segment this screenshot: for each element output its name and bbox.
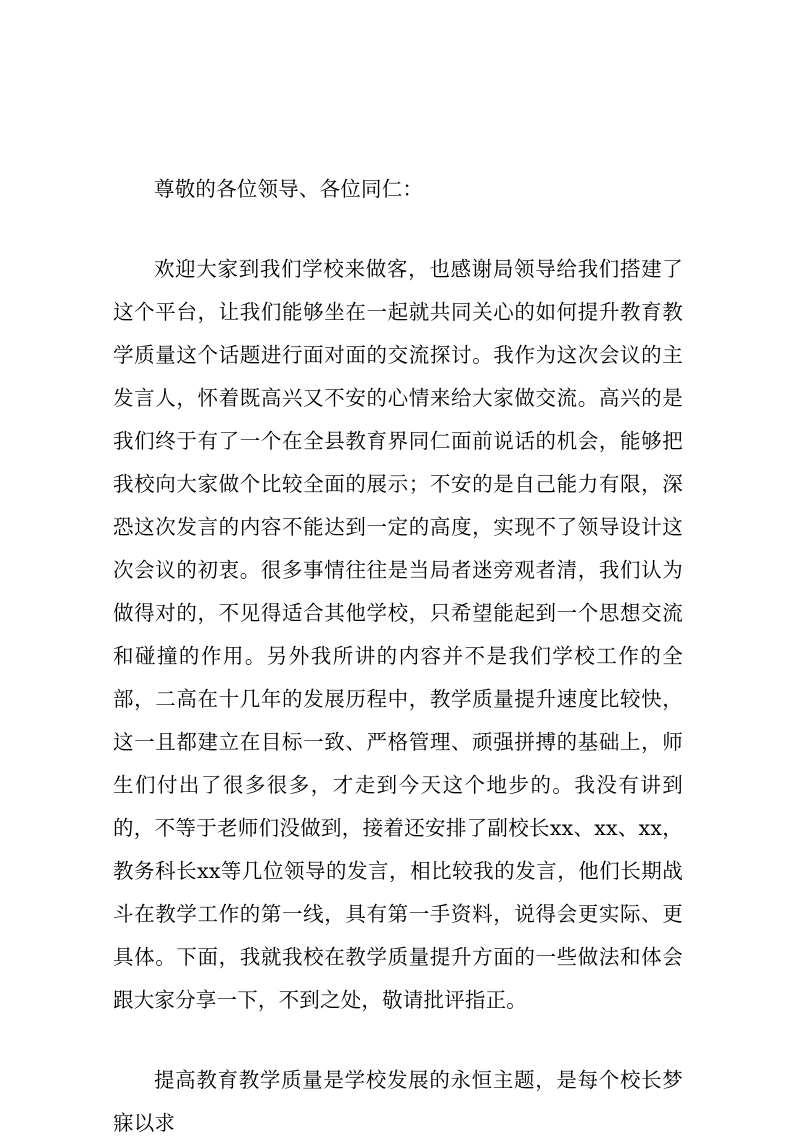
paragraph-body-1: 欢迎大家到我们学校来做客，也感谢局领导给我们搭建了这个平台，让我们能够坐在一起就共同关心的如何提升教育教学质量这个话题进行面对面的交流探讨。我作为这次会议的主发言人，怀着既高兴又不安的心情来给大家做交流。高兴的是我们终于有了一个在全县教育界同仁面前说话的机会，能够把我校向大家做个比较全面的展示；不安的是自己能力有限，深恐这次发言的内容不能达到一定的高度，实现不了领导设计这次会议的初衷。很多事情往往是当局者迷旁观者清，我们认为做得对的，不见得适合其他学校，只希望能起到一个思想交流和碰撞的作用。另外我所讲的内容并不是我们学校工作的全部，二高在十几年的发展历程中，教学质量提升速度比较快，这一且都建立在目标一致、严格管理、顽强拼搏的基础上，师生们付出了很多很多，才走到今天这个地步的。我没有讲到的，不等于老师们没做到，接着还安排了副校长xx、xx、xx，教务科长xx等几位领导的发言，相比较我的发言，他们长期战斗在教学工作的第一线，具有第一手资料，说得会更实际、更具体。下面，我就我校在教学质量提升方面的一些做法和体会跟大家分享一下，不到之处，敬请批评指正。 bbox=[113, 257, 683, 1012]
document-body bbox=[113, 168, 683, 1145]
paragraph-salutation: 尊敬的各位领导、各位同仁： bbox=[154, 177, 424, 201]
paragraph-body-2: 提高教育教学质量是学校发展的永恒主题，是每个校长梦寐以求 bbox=[113, 1068, 683, 1135]
